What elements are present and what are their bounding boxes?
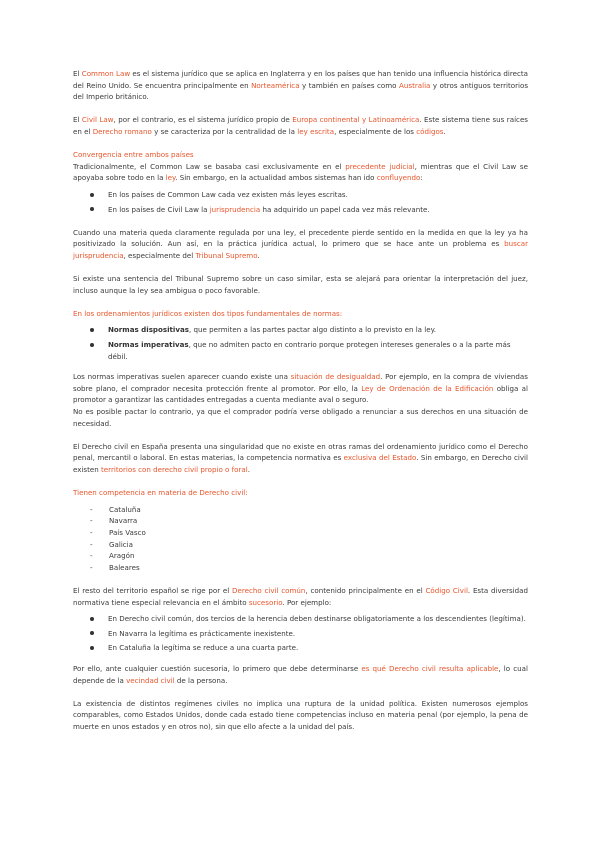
paragraph-derecho-comun: El resto del territorio español se rige por el Derecho civil común, contenido principalmente en el Código Civil. Esta diversidad normativa tiene especial relevancia en el ámbito sucesorio. Por ejemplo:	[73, 585, 529, 607]
bullet-list-convergencia	[73, 189, 528, 215]
list-item: En Cataluña la legítima se reduce a una cuarta parte.	[73, 642, 528, 654]
term-derecho-civil-comun: Derecho civil común	[232, 585, 306, 595]
paragraph-sentencia: Si existe una sentencia del Tribunal Supremo sobre un caso similar, esta se alejará para orientar la interpretación del juez, incluso aunque la ley sea ambigua o poco favorable.	[73, 274, 528, 295]
term-derecho-foral: territorios con derecho civil propio o foral	[101, 465, 248, 474]
list-item: - País Vasco	[73, 527, 528, 539]
term-exclusiva-estado: exclusiva del Estado	[343, 453, 417, 463]
term-civil-law: Civil Law	[81, 115, 114, 125]
list-item: En los países de Civil Law la jurisprudencia ha adquirido un papel cada vez más relevante.	[73, 204, 528, 216]
list-item: - Galicia	[73, 539, 528, 551]
list-item: - Baleares	[73, 562, 528, 574]
list-item: Normas imperativas, que no admiten pacto en contrario porque protegen intereses generales o a la parte más débil.	[73, 339, 528, 362]
document-body	[73, 68, 528, 732]
list-item: - Navarra	[73, 515, 528, 527]
term-precedente-judicial: precedente judicial	[345, 161, 415, 171]
term-europa: Europa continental y Latinoamérica	[292, 115, 420, 125]
term-derecho-romano: Derecho romano	[92, 126, 152, 136]
term-australia: Australia	[399, 80, 431, 90]
term-sucesorio: sucesorio	[248, 597, 283, 607]
paragraph-common-law: El Common Law es el sistema jurídico que se aplica en Inglaterra y en los países que han tenido una influencia histórica directa del Reino Unido. Se encuentra principalmente en Norteamérica y también en países como Australia y otros antiguos territorios del Imperio británico.	[73, 69, 529, 102]
list-item: - Cataluña	[73, 504, 528, 516]
list-item: - Aragón	[73, 550, 528, 562]
list-item: En Derecho civil común, dos tercios de la herencia deben destinarse obligatoriamente a los descendientes (legítima).	[73, 613, 528, 625]
list-item: En los países de Common Law cada vez existen más leyes escritas.	[73, 189, 528, 201]
list-item: En Navarra la legítima es prácticamente inexistente.	[73, 628, 528, 640]
term-codigo-civil: Código Civil	[425, 585, 468, 595]
term-normas-dispositivas: Normas dispositivas	[108, 325, 189, 335]
bullet-list-normas	[73, 324, 528, 362]
list-item: Normas dispositivas, que permiten a las partes pactar algo distinto a lo previsto en la ley.	[73, 324, 528, 336]
term-tribunal-supremo: Tribunal Supremo	[195, 250, 258, 260]
term-vecindad-civil: vecindad civil	[126, 675, 175, 685]
paragraph-jurisprudencia: Cuando una materia queda claramente regulada por una ley, el precedente pierde sentido en la medida en que la ley ya ha positivizado la solución. Aun así, en la práctica jurídica actual, lo primero que se hace ante un problema es buscar jurisprudencia, especialmente del Tribunal Supremo.	[73, 227, 528, 260]
term-codigos: códigos	[416, 126, 444, 136]
term-normas-imperativas: Normas imperativas	[108, 340, 189, 350]
term-ley-edificacion: Ley de Ordenación de la Edificación	[361, 383, 494, 393]
term-ley-escrita: ley escrita	[297, 126, 335, 136]
paragraph-cuestion-sucesoria: Por ello, ante cualquier cuestión sucesoria, lo primero que debe determinarse es qué Derecho civil resulta aplicable, lo cual depende de la vecindad civil de la persona.	[73, 663, 528, 685]
paragraph-unidad-politica: La existencia de distintos regímenes civiles no implica una ruptura de la unidad política. Existen numerosos ejemplos comparables, como Estados Unidos, donde cada estado tiene competencias incluso en materia penal (por ejemplo, la pena de muerte en unos estados y en otros no), sin que ello afecte a la unidad del país.	[73, 698, 528, 731]
term-derecho-aplicable: es qué Derecho civil resulta aplicable	[361, 663, 499, 673]
paragraph-derecho-civil-espana: El Derecho civil en España presenta una singularidad que no existe en otras ramas del ordenamiento jurídico como el Derecho penal, mercantil o laboral. En estas materias, la competencia normativa es exclusiva del Estado. Sin embargo, en Derecho civil existen territorios con derecho civil propio o foral.	[73, 441, 528, 474]
heading-ordenamientos: En los ordenamientos jurídicos existen dos tipos fundamentales de normas:	[73, 308, 343, 318]
paragraph-civil-law: El Civil Law, por el contrario, es el sistema jurídico propio de Europa continental y Latinoamérica. Este sistema tiene sus raíces en el Derecho romano y se caracteriza por la centralidad de la ley escrita, especialmente de los códigos.	[73, 115, 529, 136]
term-common-law: Common Law	[81, 69, 131, 78]
term-confluyendo: confluyendo	[376, 173, 421, 183]
term-norteamerica: Norteamérica	[251, 80, 300, 90]
paragraph-convergencia: Tradicionalmente, el Common Law se basaba casi exclusivamente en el precedente judicial, mientras que el Civil Law se apoyaba sobre todo en la ley. Sin embargo, en la actualidad ambos sistemas han ido confluyendo:	[73, 161, 528, 183]
heading-convergencia: Convergencia entre ambos países	[73, 150, 194, 160]
term-situacion-desigualdad: situación de desigualdad	[290, 372, 381, 382]
term-buscar-jurisprudencia: buscar jurisprudencia	[73, 239, 528, 260]
term-ley: ley	[165, 173, 176, 183]
paragraph-normas-imperativas: Los normas imperativas suelen aparecer cuando existe una situación de desigualdad. Por ejemplo, en la compra de viviendas sobre plano, el comprador necesita protección frente al promotor. Por ello, la Ley de Ordenación de la Edificación obliga al promotor a garantizar las cantidades entregadas a cuenta mediante aval o seguro.	[73, 372, 528, 405]
bullet-list-legitima	[73, 613, 528, 654]
heading-competencia: Tienen competencia en materia de Derecho civil:	[73, 488, 248, 498]
term-jurisprudencia: jurisprudencia	[209, 204, 261, 214]
paragraph-no-pacto: No es posible pactar lo contrario, ya que el comprador podría verse obligado a renunciar a sus derechos en una situación de necesidad.	[73, 407, 528, 428]
territory-list	[73, 504, 528, 574]
